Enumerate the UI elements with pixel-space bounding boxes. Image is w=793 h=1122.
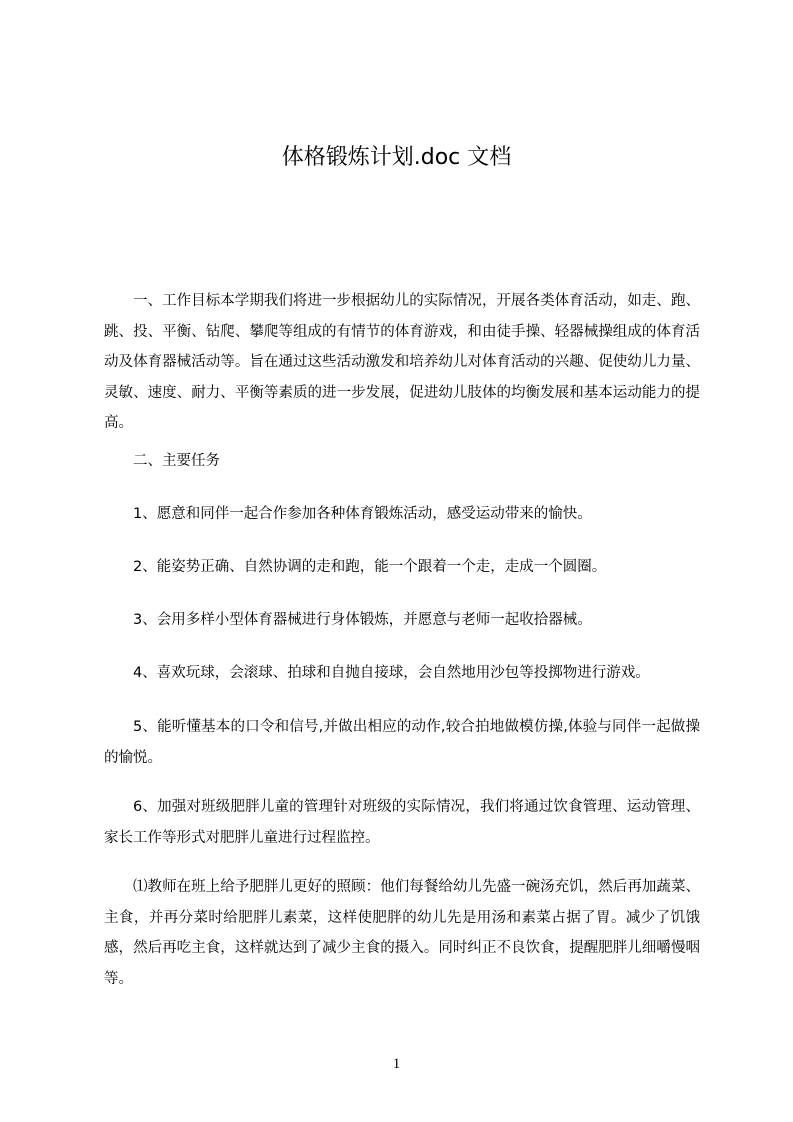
paragraph-task-6: 6、加强对班级肥胖儿童的管理针对班级的实际情况，我们将通过饮食管理、运动管理、家长工作等形式对肥胖儿童进行过程监控。 [104,799,700,846]
page-number: 1 [392,1056,401,1072]
paragraph-main-tasks-heading: 二、主要任务 [133,453,220,469]
paragraph-task-4: 4、喜欢玩球，会滚球、拍球和自抛自接球，会自然地用沙包等投掷物进行游戏。 [133,665,650,681]
paragraph-work-goals: 一、工作目标本学期我们将进一步根据幼儿的实际情况，开展各类体育活动，如走、跑、跳、投、平衡、钻爬、攀爬等组成的有情节的体育游戏，和由徒手操、轻器械操组成的体育活动及体育器械活动等。旨在通过这些活动激发和培养幼儿对体育活动的兴趣、促使幼儿力量、灵敏、速度、耐力、平衡等素质的进一步发展，促进幼儿肢体的均衡发展和基本运动能力的提高。 [104,293,700,432]
paragraph-task-5: 5、能听懂基本的口令和信号,并做出相应的动作,较合拍地做模仿操,体验与同伴一起做操的愉悦。 [104,719,700,766]
paragraph-task-1: 1、愿意和同伴一起合作参加各种体育锻炼活动，感受运动带来的愉快。 [133,506,592,522]
paragraph-task-2: 2、能姿势正确、自然协调的走和跑，能一个跟着一个走，走成一个圆圈。 [133,559,607,575]
document-title: 体格锻炼计划.doc 文档 [281,145,512,170]
paragraph-task-3: 3、会用多样小型体育器械进行身体锻炼，并愿意与老师一起收拾器械。 [133,612,592,628]
paragraph-obesity-care: ⑴教师在班上给予肥胖儿更好的照顾：他们每餐给幼儿先盛一碗汤充饥，然后再加蔬菜、主食，并再分菜时给肥胖儿素菜，这样使肥胖的幼儿先是用汤和素菜占据了胃。减少了饥饿感，然后再吃主食，这样就达到了减少主食的摄入。同时纠正不良饮食，提醒肥胖儿细嚼慢咽等。 [104,879,700,987]
